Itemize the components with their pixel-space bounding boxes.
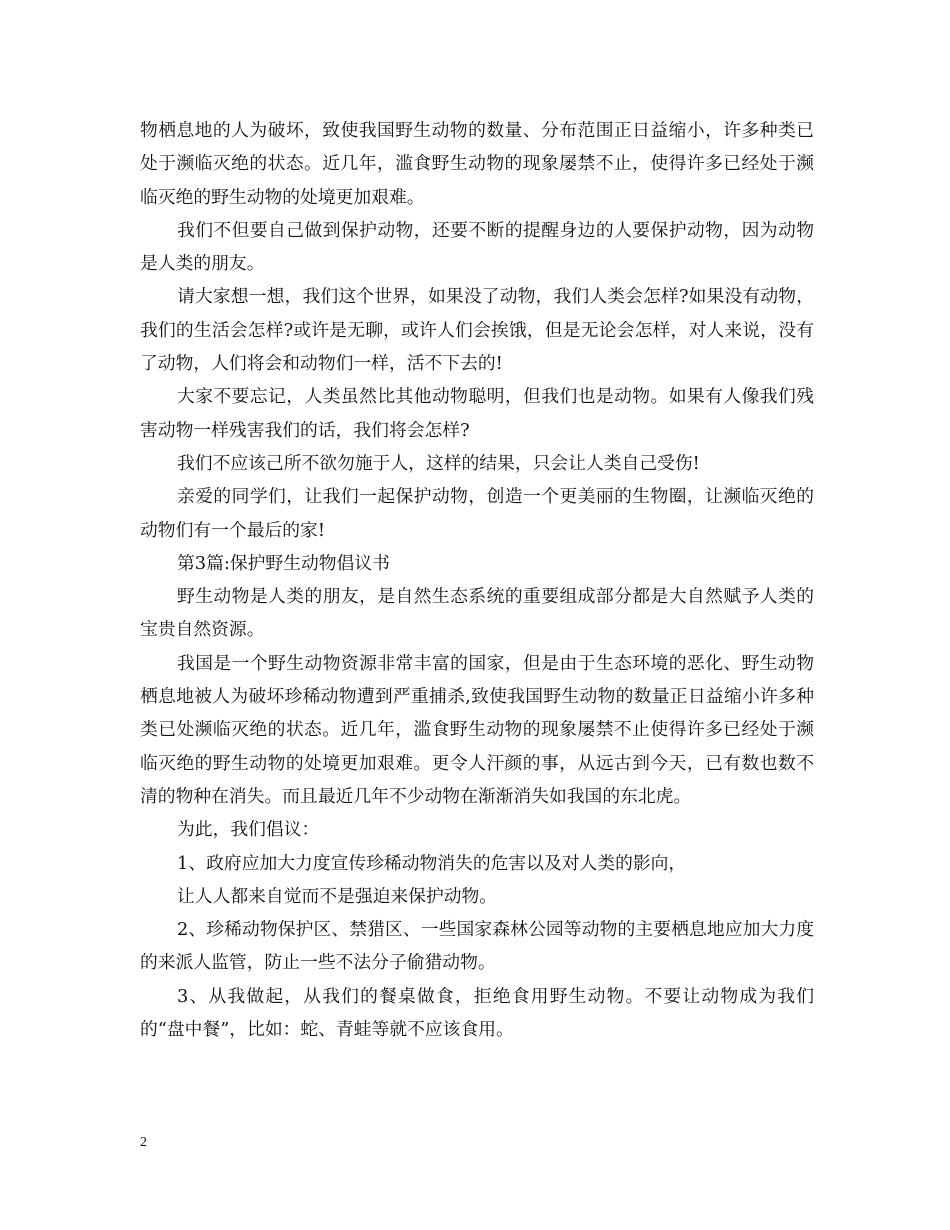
paragraph: 野生动物是人类的朋友，是自然生态系统的重要组成部分都是大自然赋予人类的宝贵自然资源。 [140,586,814,641]
paragraph: 为此，我们倡议： [177,819,320,841]
paragraph: 我们不应该己所不欲勿施于人，这样的结果，只会让人类自己受伤! [177,452,700,474]
list-item: 1、政府应加大力度宣传珍稀动物消失的危害以及对人类的影向， [177,852,687,874]
paragraph: 物栖息地的人为破坏，致使我国野生动物的数量、分布范围正日益缩小，许多种类已处于濒临灭绝的状态。近几年，滥食野生动物的现象屡禁不止，使得许多已经处于濒临灭绝的野生动物的处境更加艰难。 [140,120,814,208]
paragraph: 我们不但要自己做到保护动物，还要不断的提醒身边的人要保护动物，因为动物是人类的朋友。 [140,219,814,275]
page-number: 2 [140,1135,147,1150]
section-heading: 第3篇:保护野生动物倡议书 [177,552,390,574]
list-item: 2、珍稀动物保护区、禁猎区、一些国家森林公园等动物的主要栖息地应加大力度的来派人监管，防止一些不法分子偷猎动物。 [140,919,814,974]
list-item: 3、从我做起，从我们的餐桌做食，拒绝食用野生动物。不要让动物成为我们的“盘中餐”，比如：蛇、青蛙等就不应该食用。 [140,985,814,1041]
paragraph: 请大家想一想，我们这个世界，如果没了动物，我们人类会怎样?如果没有动物，我们的生活会怎样?或许是无聊，或许人们会挨饿，但是无论会怎样，对人来说，没有了动物，人们将会和动物们一样，活不下去的! [140,286,814,375]
list-item-continuation: 让人人都来自觉而不是强迫来保护动物。 [177,885,498,907]
document-body [140,114,814,1046]
paragraph: 大家不要忘记，人类虽然比其他动物聪明，但我们也是动物。如果有人像我们残害动物一样残害我们的话，我们将会怎样? [140,386,814,441]
paragraph: 亲爱的同学们，让我们一起保护动物，创造一个更美丽的生物圈，让濒临灭绝的动物们有一个最后的家! [140,486,814,541]
paragraph: 我国是一个野生动物资源非常丰富的国家，但是由于生态环境的恶化、野生动物栖息地被人为破坏珍稀动物遭到严重捕杀,致使我国野生动物的数量正日益缩小许多种类已处濒临灭绝的状态。近几年，滥食野生动物的现象屡禁不止使得许多已经处于濒临灭绝的野生动物的处境更加艰难。更令人汗颜的事，从远古到今天，已有数也数不清的物种在消失。而且最近几年不少动物在渐渐消失如我国的东北虎。 [140,652,814,807]
